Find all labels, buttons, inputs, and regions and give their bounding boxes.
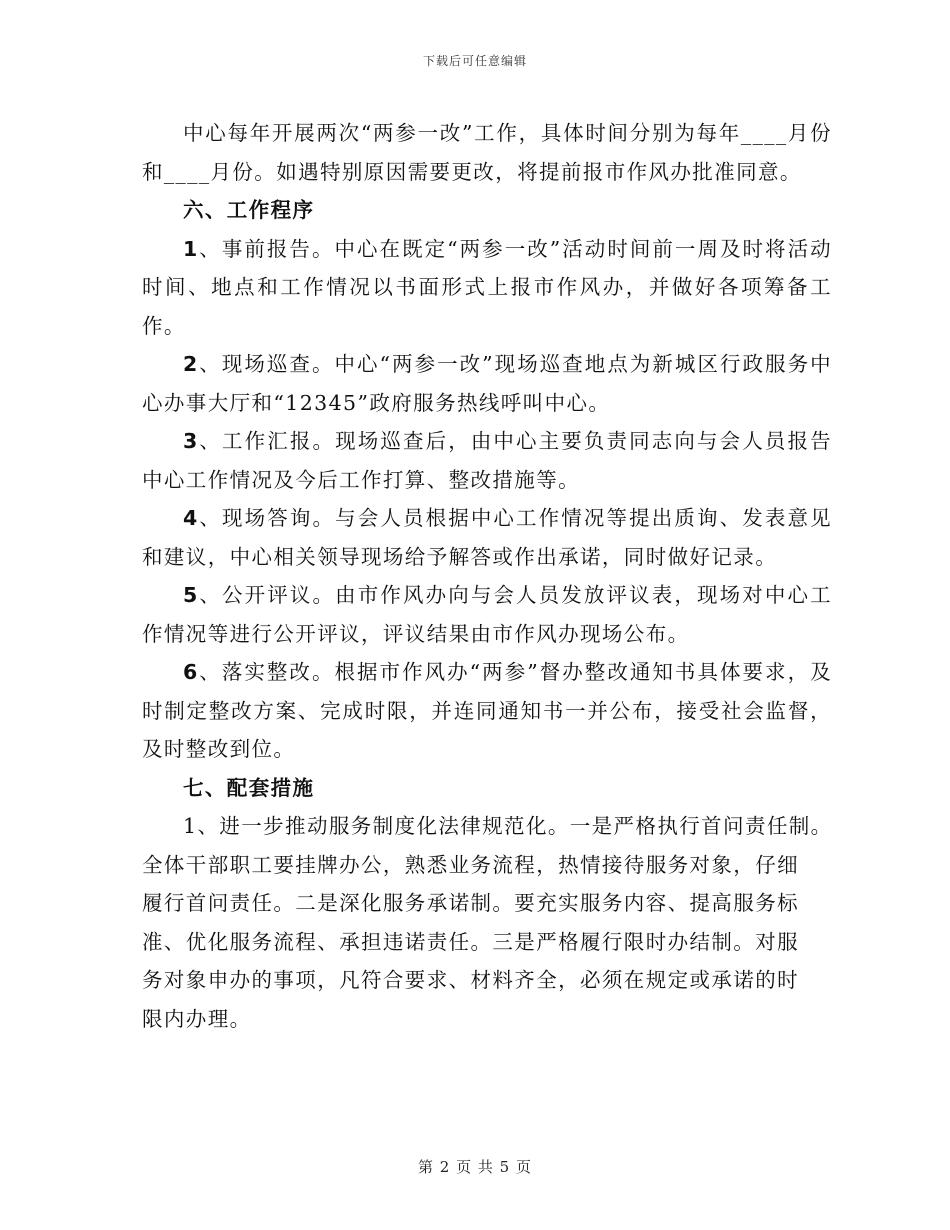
paragraph-schedule: 中心每年开展两次“两参一改”工作，具体时间分别为每年____月份和____月份。如遇特别原因需要更改，将提前报市作风办批准同意。 (142, 121, 832, 184)
procedure-step-4 (142, 499, 832, 576)
step-text: 、工作汇报。现场巡查后，由中心主要负责同志向与会人员报告中心工作情况及今后工作打算、整改措施等。 (142, 429, 832, 492)
measure-1-line-3: 履行首问责任。二是深化服务承诺制。要充实服务内容、提高服务标 (142, 891, 799, 915)
procedure-step-3 (142, 422, 832, 499)
step-number: 1 (183, 236, 199, 261)
measure-1-line-6: 限内办理。 (142, 1006, 252, 1031)
procedure-step-2 (142, 345, 832, 422)
step-text: 、现场答询。与会人员根据中心工作情况等提出质询、发表意见和建议，中心相关领导现场给予解答或作出承诺，同时做好记录。 (142, 506, 832, 569)
step-text: 、落实整改。根据市作风办“两参”督办整改通知书具体要求，及时制定整改方案、完成时限，并连同通知书一并公布，接受社会监督，及时整改到位。 (142, 660, 832, 761)
measure-1-line-4: 准、优化服务流程、承担违诺责任。三是严格履行限时办结制。对服 (142, 929, 799, 954)
step-text: 、事前报告。中心在既定“两参一改”活动时间前一周及时将活动时间、地点和工作情况以书面形式上报市作风办，并做好各项筹备工作。 (142, 236, 832, 338)
step-number: 5 (183, 583, 199, 607)
document-body (142, 114, 832, 1038)
step-number: 4 (183, 506, 199, 530)
step-number: 3 (183, 429, 199, 453)
step-text: 、现场巡查。中心“两参一改”现场巡查地点为新城区行政服务中心办事大厅和“12345”政府服务热线呼叫中心。 (142, 352, 832, 415)
procedure-step-5 (142, 576, 832, 653)
step-number: 6 (183, 660, 199, 684)
measure-1-line-2: 全体干部职工要挂牌办公，熟悉业务流程，热情接待服务对象，仔细 (142, 852, 799, 877)
section-heading-measures: 七、配套措施 (183, 775, 315, 800)
measure-1-line-5: 务对象申办的事项，凡符合要求、材料齐全，必须在规定或承诺的时 (142, 968, 799, 992)
procedure-step-6 (142, 653, 832, 769)
page-number-footer: 第 2 页 共 5 页 (418, 1158, 532, 1176)
procedure-step-1 (142, 230, 832, 346)
measure-1-line-1: 1、进一步推动服务制度化法律规范化。一是严格执行首问责任制。 (183, 814, 833, 838)
page-header-note: 下载后可任意编辑 (422, 54, 527, 68)
step-number: 2 (183, 352, 199, 376)
section-heading-procedure: 六、工作程序 (183, 198, 315, 222)
step-text: 、公开评议。由市作风办向与会人员发放评议表，现场对中心工作情况等进行公开评议，评议结果由市作风办现场公布。 (142, 583, 832, 646)
